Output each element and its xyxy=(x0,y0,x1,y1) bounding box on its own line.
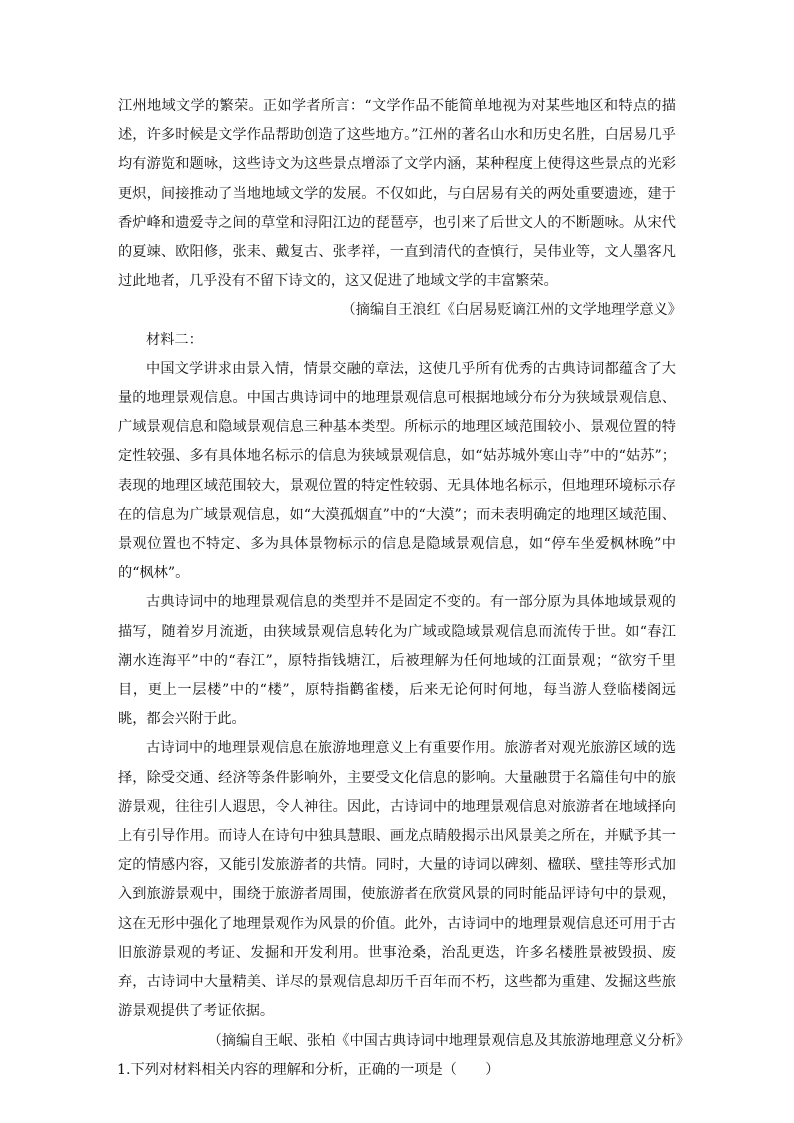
source-citation-2: （摘编自王岷、张柏《中国古典诗词中地理景观信息及其旅游地理意义分析》 xyxy=(207,1032,690,1049)
question-1: 1.下列对材料相关内容的理解和分析，正确的一项是（ ） xyxy=(117,1061,500,1078)
material-2-heading: 材料二： xyxy=(146,331,203,348)
material-1-paragraph-end: 江州地域文学的繁荣。正如学者所言：“文学作品不能简单地视为对某些地区和特点的描述，许多时候是文学作品帮助创造了这些地方。”江州的著名山水和历史名胜，白居易几乎均有游览和题咏，这些诗文为这些景点增添了文学内涵，某种程度上使得这些景点的光彩更炽，间接推动了当地地域文学的发展。不仅如此，与白居易有关的两处重要遗迹，建于香炉峰和遗爱寺之间的草堂和浔阳江边的琵琶亭，也引来了后世文人的不断题咏。从宋代的夏竦、欧阳修，张耒、戴复古、张孝祥，一直到清代的查慎行，吴伟业等，文人墨客凡过此地者，几乎没有不留下诗文的，这又促进了地域文学的丰富繁荣。 xyxy=(118,98,676,290)
document-body xyxy=(117,92,690,1085)
material-2-paragraph-3: 古诗词中的地理景观信息在旅游地理意义上有重要作用。旅游者对观光旅游区域的选择，除受交通、经济等条件影响外，主要受文化信息的影响。大量融贯于名篇佳句中的旅游景观，往往引人遐思，令人神往。因此，古诗词中的地理景观信息对旅游者在地域择向上有引导作用。而诗人在诗句中独具慧眼、画龙点睛般揭示出风景美之所在，并赋予其一定的情感内容，又能引发旅游者的共情。同时，大量的诗词以碑刻、楹联、壁挂等形式加入到旅游景观中，围绕于旅游者周围，使旅游者在欣赏风景的同时能品评诗句中的景观，这在无形中强化了地理景观作为风景的价值。此外，古诗词中的地理景观信息还可用于古旧旅游景观的考证、发掘和开发利用。世事沧桑，治乱更迭，许多名楼胜景被毁损、废弃，古诗词中大量精美、详尽的景观信息却历千百年而不朽，这些都为重建、发掘这些旅游景观提供了考证依据。 xyxy=(118,740,676,1020)
source-citation-1: （摘编自王浪红《白居易贬谪江州的文学地理学意义》 xyxy=(341,302,682,319)
material-2-paragraph-2: 古典诗词中的地理景观信息的类型并不是固定不变的。有一部分原为具体地域景观的描写，随着岁月流逝，由狭域景观信息转化为广域或隐域景观信息而流传于世。如“春江潮水连海平”中的“春江”，原特指钱塘江，后被理解为任何地域的江面景观；“欲穷千里目，更上一层楼”中的“楼”，原特指鹳雀楼，后来无论何时何地，每当游人登临楼阁远眺，都会兴附于此。 xyxy=(118,594,676,728)
material-2-paragraph-1: 中国文学讲求由景入情，情景交融的章法，这使几乎所有优秀的古典诗词都蕴含了大量的地理景观信息。中国古典诗词中的地理景观信息可根据地域分布分为狭域景观信息、广域景观信息和隐域景观信息三种基本类型。所标示的地理区域范围较小、景观位置的特定性较强、多有具体地名标示的信息为狭域景观信息，如“姑苏城外寒山寺”中的“姑苏”；表现的地理区域范围较大，景观位置的特定性较弱、无具体地名标示，但地理环境标示存在的信息为广域景观信息，如“大漠孤烟直”中的“大漠”；而未表明确定的地理区域范围、景观位置也不特定、多为具体景物标示的信息是隐域景观信息，如“停车坐爱枫林晚”中的“枫林”。 xyxy=(118,360,676,582)
